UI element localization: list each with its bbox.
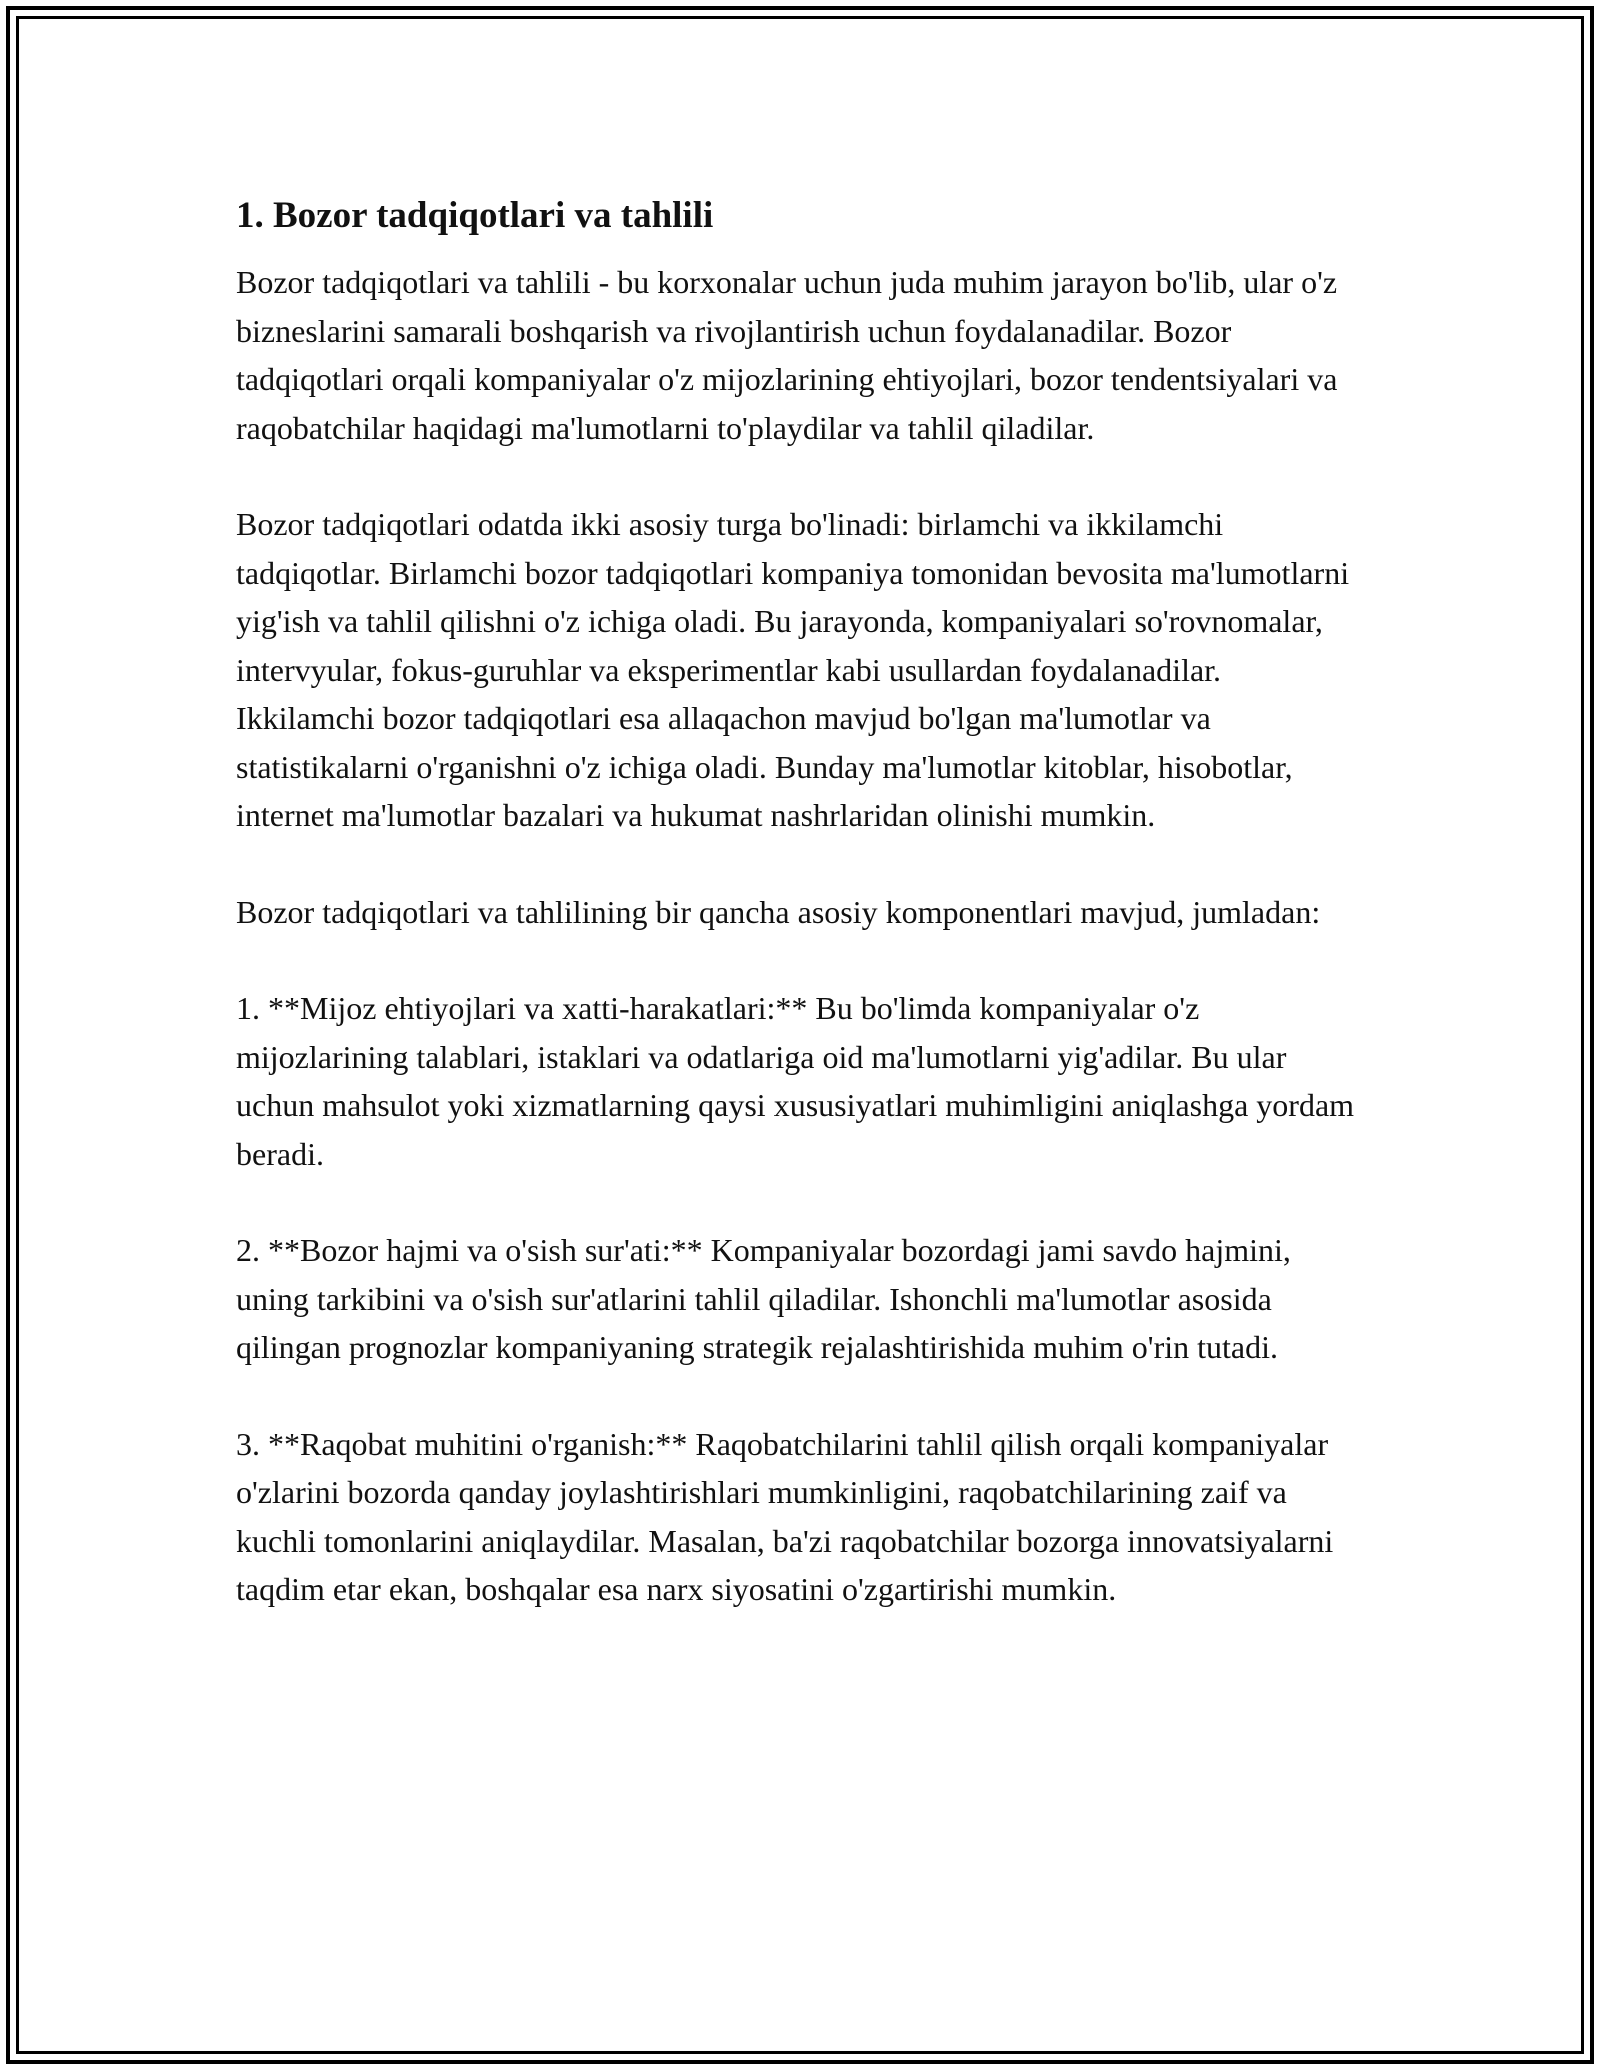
paragraph-components-intro: Bozor tadqiqotlari va tahlilining bir qancha asosiy komponentlari mavjud, jumladan: [236, 893, 1321, 930]
section-heading: 1. Bozor tadqiqotlari va tahlili [236, 195, 714, 236]
paragraph-intro: Bozor tadqiqotlari va tahlili - bu korxonalar uchun juda muhim jarayon bo'lib, ular o'z bizneslarini samarali boshqarish va rivojlantirish uchun foydalanadilar. Bozor tadqiqotlari orqali kompaniyalar o'z mijozlarining ehtiyojlari, bozor tendentsiyalari va raqobatchilar haqidagi ma'lumotlarni to'playdilar va tahlil qiladilar. [236, 264, 1338, 446]
document-body [236, 188, 1366, 1662]
list-item-competition: 3. **Raqobat muhitini o'rganish:** Raqobatchilarini tahlil qilish orqali kompaniyalar o'zlarini bozorda qanday joylashtirishlari mumkinligini, raqobatchilarining zaif va kuchli tomonlarini aniqlaydilar. Masalan, ba'zi raqobatchilar bozorga innovatsiyalarni taqdim etar ekan, boshqalar esa narx siyosatini o'zgartirishi mumkin. [236, 1425, 1334, 1607]
list-item-market-size: 2. **Bozor hajmi va o'sish sur'ati:** Kompaniyalar bozordagi jami savdo hajmini, uning tarkibini va o'sish sur'atlarini tahlil qiladilar. Ishonchli ma'lumotlar asosida qilingan prognozlar kompaniyaning strategik rejalashtirishida muhim o'rin tutadi. [236, 1232, 1291, 1365]
list-item-customer-needs: 1. **Mijoz ehtiyojlari va xatti-harakatlari:** Bu bo'limda kompaniyalar o'z mijozlarining talablari, istaklari va odatlariga oid ma'lumotlarni yig'adilar. Bu ular uchun mahsulot yoki xizmatlarning qaysi xususiyatlari muhimligini aniqlashga yordam beradi. [236, 990, 1355, 1172]
paragraph-research-types: Bozor tadqiqotlari odatda ikki asosiy turga bo'linadi: birlamchi va ikkilamchi tadqiqotlar. Birlamchi bozor tadqiqotlari kompaniya tomonidan bevosita ma'lumotlarni yig'ish va tahlil qilishni o'z ichiga oladi. Bu jarayonda, kompaniyalari so'rovnomalar, intervyular, fokus-guruhlar va eksperimentlar kabi usullardan foydalanadilar. Ikkilamchi bozor tadqiqotlari esa allaqachon mavjud bo'lgan ma'lumotlar va statistikalarni o'rganishni o'z ichiga oladi. Bunday ma'lumotlar kitoblar, hisobotlar, internet ma'lumotlar bazalari va hukumat nashrlaridan olinishi mumkin. [236, 506, 1350, 833]
